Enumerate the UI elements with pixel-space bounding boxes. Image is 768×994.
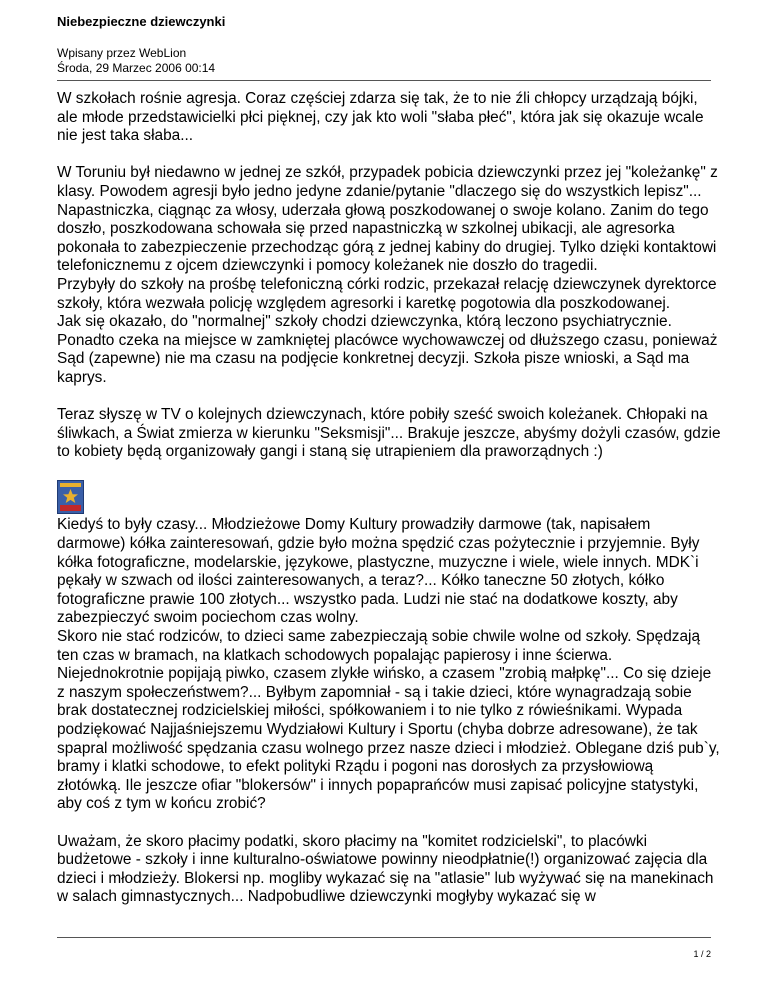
page-number: 1 / 2 [693,949,711,959]
paragraph: W Toruniu był niedawno w jednej ze szkół, przypadek pobicia dziewczynki przez jej "koleżankę" z klasy. Powodem agresji było jedno jedyne zdanie/pytanie "dlaczego się do wszystkich lepisz"... Napastniczka, ciągnąc za włosy, uderzała głową poszkodowanej o swoje kolano. Zanim do tego doszło, poszkodowana schowała się przed napastniczką w szkolnej ubikacji, ale agresorka pokonała to zabezpieczenie przechodząc górą z jednej kabiny do drugiej. Tylko dzięki kontaktowi telefonicznemu z ojcem dziewczynki i pomocy koleżanek nie doszło do tragedii. [57,164,718,275]
article-meta [57,46,215,76]
paragraph: Przybyły do szkoły na prośbę telefoniczną córki rodzic, przekazał relację dziewczynek dyrektorce szkoły, która wezwała policję względem agresorki i karetkę pogotowia dla poszkodowanej. [57,275,717,312]
author-line: Wpisany przez WebLion [57,46,187,60]
footer-divider [57,937,711,938]
paragraph: W szkołach rośnie agresja. Coraz częściej zdarza się tak, że to nie źli chłopcy urządzają bójki, ale młode przedstawicielki płci pięknej, czy jak kto woli "słaba płeć", która jak się okazuje wcale nie jest taka słaba... [57,90,704,145]
page-title: Niebezpieczne dziewczynki [57,14,226,29]
paragraph: Kiedyś to były czasy... Młodzieżowe Domy Kultury prowadziły darmowe (tak, napisałem darmowe) kółka zainteresowań, gdzie było można spędzić czas pożytecznie i przyjemnie. Były kółka fotograficzne, modelarskie, językowe, plastyczne, muzyczne i wiele, wiele innych. MDK`i pękały w szwach od ilości zainteresowanych, a teraz?... Kółko taneczne 50 złotych, kółko fotograficzne prawie 100 złotych... wszystko pada. Ludzi nie stać na dodatkowe koszty, aby zabezpieczyć swoim pociechom czas wolny. [57,516,700,627]
header-divider [57,80,711,81]
paragraph: Jak się okazało, do "normalnej" szkoły chodzi dziewczynka, którą leczono psychiatrycznie. Ponadto czeka na miejsce w zamkniętej placówce wychowawczej od dłuższego czasu, ponieważ Sąd (zapewne) nie ma czasu na podjęcie konkretnej decyzji. Szkoła pisze wnioski, a Sąd ma kaprys. [57,313,718,386]
paragraph: Teraz słyszę w TV o kolejnych dziewczynach, które pobiły sześć swoich koleżanek. Chłopaki na śliwkach, a Świat zmierza w kierunku "Seksmisji"... Brakuje jeszcze, abyśmy dożyli czasów, gdzie to kobiety będą organizowały gangi i staną się utrapieniem dla praworządnych :) [57,406,721,461]
date-line: Środa, 29 Marzec 2006 00:14 [57,61,216,75]
award-badge-icon [57,480,84,514]
paragraph: Uważam, że skoro płacimy podatki, skoro płacimy na "komitet rodzicielski", to placówki budżetowe - szkoły i inne kulturalno-oświatowe powinny nieodpłatnie(!) organizować zajęcia dla dzieci i młodzieży. Blokersi np. mogliby wykazać się na "atlasie" lub wyżywać się na manekinach w salach gimnastycznych... Nadpobudliwe dziewczynki mogłyby wykazać się w [57,832,714,906]
paragraph: Skoro nie stać rodziców, to dzieci same zabezpieczają sobie chwile wolne od szkoły. Spędzają ten czas w bramach, na klatkach schodowych popalając papierosy i inne ścierwa. Niejednokrotnie popijają piwko, czasem zlykłe wińsko, a czasem "zrobią małpkę"... Co się dzieje z naszym społeczeństwem?... Byłbym zapomniał - są i takie dzieci, które wynagradzają sobie brak dostatecznej rodzicielskiej miłości, spółkowaniem i to nie tylko z rówieśnikami. Wypada podziękować Najjaśniejszemu Wydziałowi Kultury i Sportu (chyba dobrze adresowane), że tak spapral możliwość spędzania czasu wolnego przez nasze dzieci i młodzież. Oblegane dziś pub`y, bramy i klatki schodowe, to efekt polityki Rządu i pogoni nas dorosłych za przysłowiową złotówką. Ile jeszcze ofiar "blokersów" i innych popaprańców musi zapisać policyjne statystyki, aby coś z tym w końcu zrobić? [57,628,720,813]
article-body [57,90,721,926]
